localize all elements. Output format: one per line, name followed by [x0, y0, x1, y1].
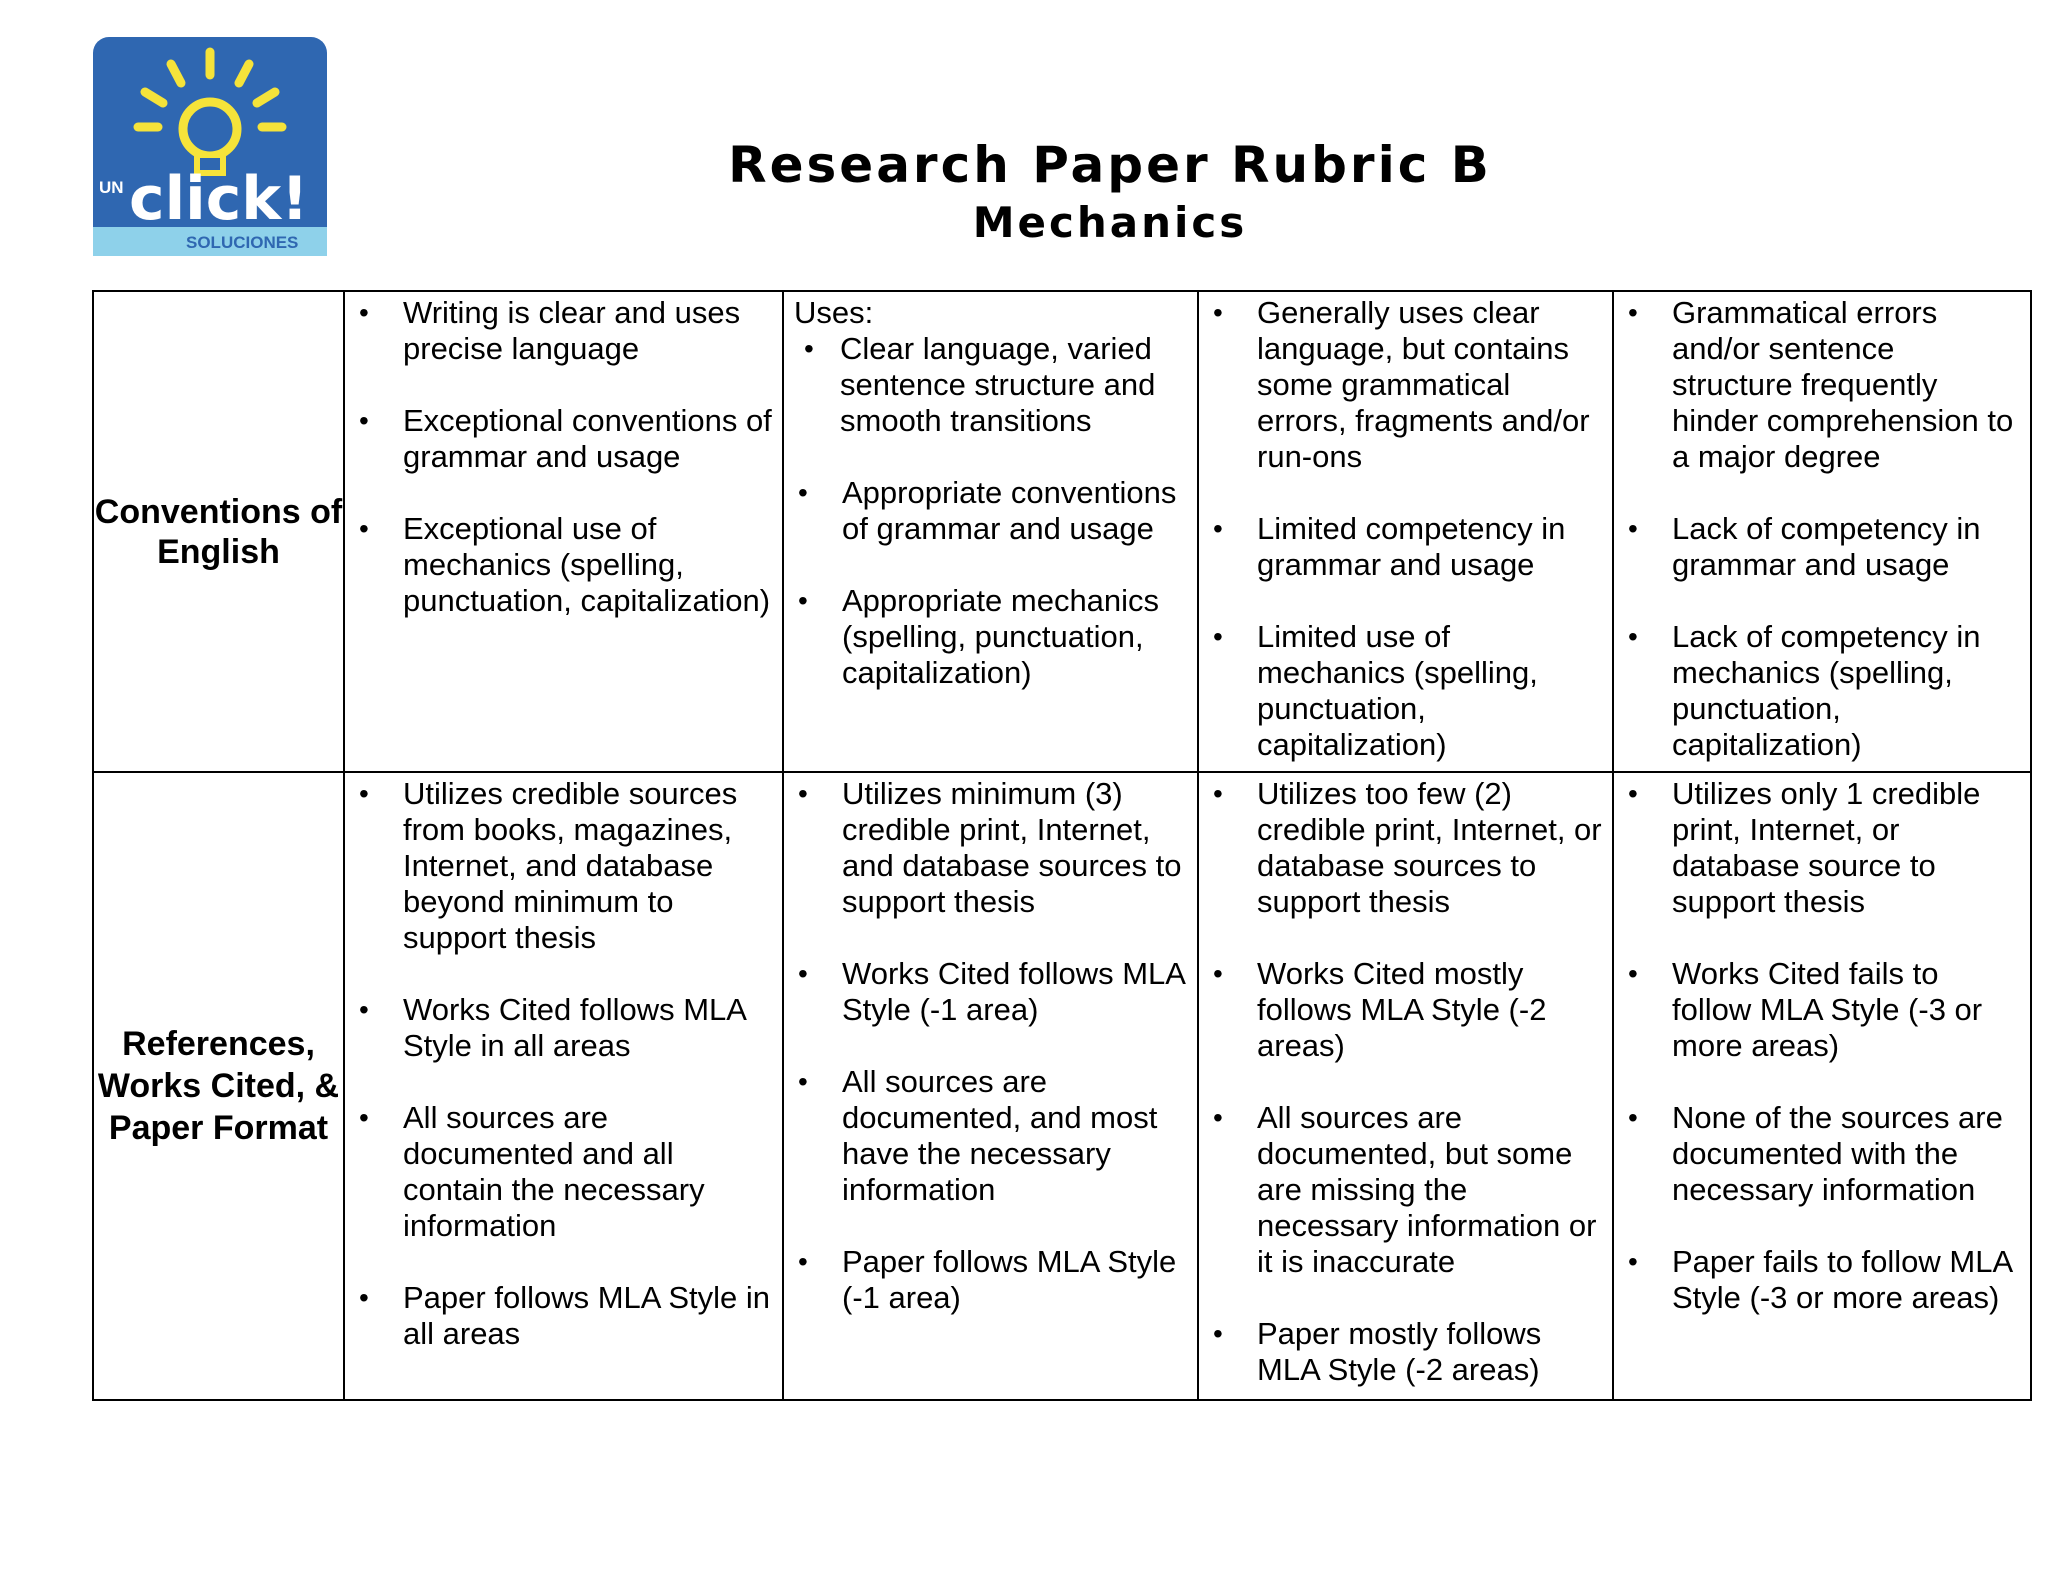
list-item: • Utilizes only 1 credible print, Internet, or database source to support thesis — [1672, 776, 2022, 920]
table-row — [93, 291, 2031, 772]
list-item: • Lack of competency in mechanics (spelling, punctuation, capitalization) — [1672, 619, 2022, 763]
table-row — [93, 772, 2031, 1400]
list-item: • Limited competency in grammar and usage — [1257, 511, 1604, 583]
list-item: • All sources are documented and all contain the necessary information — [403, 1100, 774, 1244]
criteria-cell — [783, 291, 1198, 772]
criteria-cell — [1613, 772, 2031, 1400]
criteria-cell — [1613, 291, 2031, 772]
list-item: • None of the sources are documented with the necessary information — [1672, 1100, 2022, 1208]
list-item: • Utilizes credible sources from books, magazines, Internet, and database beyond minimum to support thesis — [403, 776, 774, 956]
logo-tag-text: SOLUCIONES — [186, 233, 299, 252]
list-item: • Paper fails to follow MLA Style (-3 or more areas) — [1672, 1244, 2022, 1316]
category-label: Conventions of English — [94, 492, 343, 571]
un-click-logo-icon — [93, 37, 327, 256]
list-item: • Clear language, varied sentence structure and smooth transitions — [840, 331, 1189, 439]
criteria-cell — [1198, 772, 1613, 1400]
list-item: • Works Cited mostly follows MLA Style (-2 areas) — [1257, 956, 1604, 1064]
list-item: • Paper follows MLA Style (-1 area) — [842, 1244, 1189, 1316]
logo — [93, 37, 327, 256]
list-item: • Paper follows MLA Style in all areas — [403, 1280, 774, 1352]
list-item: • All sources are documented, and most have the necessary information — [842, 1064, 1189, 1208]
list-item: • Grammatical errors and/or sentence structure frequently hinder comprehension to a major degree — [1672, 295, 2022, 475]
rubric-table — [92, 290, 2032, 1401]
category-label: References, Works Cited, & Paper Format — [97, 1025, 340, 1147]
list-item: • Utilizes too few (2) credible print, Internet, or database sources to support thesis — [1257, 776, 1604, 920]
list-item: • Limited use of mechanics (spelling, punctuation, capitalization) — [1257, 619, 1604, 763]
list-item: • Writing is clear and uses precise language — [403, 295, 774, 367]
criteria-cell — [344, 772, 783, 1400]
list-item: • Exceptional conventions of grammar and usage — [403, 403, 774, 475]
logo-small-text: UN — [99, 178, 124, 197]
list-item: • Appropriate conventions of grammar and usage — [842, 475, 1189, 547]
list-item: • Works Cited follows MLA Style in all areas — [403, 992, 774, 1064]
list-item: • Utilizes minimum (3) credible print, Internet, and database sources to support thesis — [842, 776, 1189, 920]
list-item: • Exceptional use of mechanics (spelling, punctuation, capitalization) — [403, 511, 774, 619]
list-item: • Lack of competency in grammar and usage — [1672, 511, 2022, 583]
list-item: • Paper mostly follows MLA Style (-2 areas) — [1257, 1316, 1604, 1388]
page-title: Research Paper Rubric B — [728, 136, 1492, 194]
uses-label: Uses: — [794, 295, 874, 330]
list-item: • Appropriate mechanics (spelling, punctuation, capitalization) — [842, 583, 1189, 691]
list-item: • Generally uses clear language, but contains some grammatical errors, fragments and/or run-ons — [1257, 295, 1604, 475]
category-cell — [93, 772, 344, 1400]
page-subtitle: Mechanics — [972, 198, 1248, 247]
list-item: • Works Cited fails to follow MLA Style (-3 or more areas) — [1672, 956, 2022, 1064]
criteria-cell — [1198, 291, 1613, 772]
list-item: • All sources are documented, but some are missing the necessary information or it is inaccurate — [1257, 1100, 1604, 1280]
criteria-cell — [344, 291, 783, 772]
list-item: • Works Cited follows MLA Style (-1 area) — [842, 956, 1189, 1028]
category-cell — [93, 291, 344, 772]
logo-main-text: click! — [129, 164, 309, 234]
criteria-cell — [783, 772, 1198, 1400]
